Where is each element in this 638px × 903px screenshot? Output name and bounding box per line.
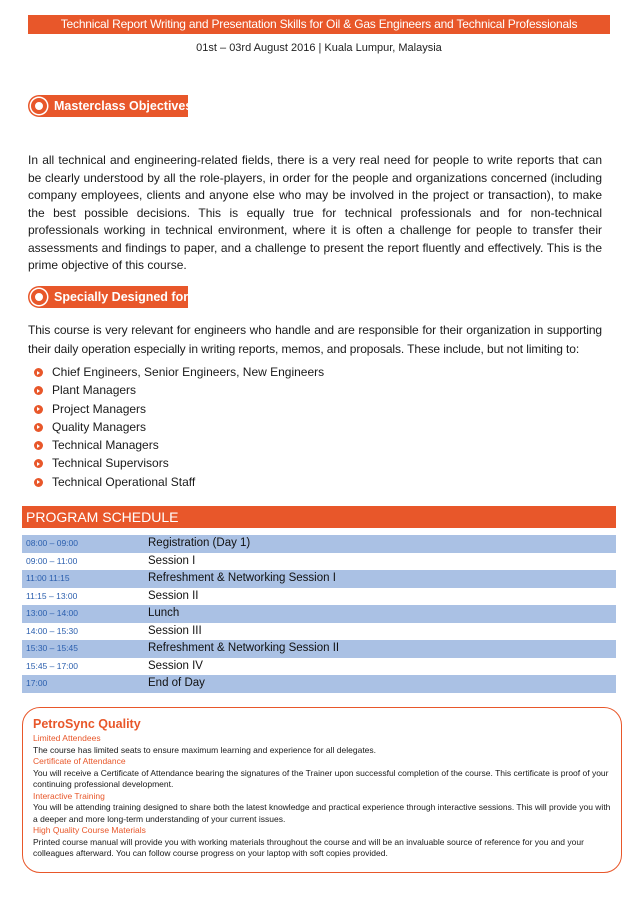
schedule-activity: Refreshment & Networking Session I (148, 572, 336, 584)
schedule-time: 08:00 – 09:00 (26, 538, 78, 548)
designed-for-intro: This course is very relevant for engineers who handle and are responsible for their organization in supporting their daily operation especially in writing reports, memos, and proposals. These include, but not limiting to: (28, 323, 602, 356)
list-item: Chief Engineers, Senior Engineers, New Engineers (32, 363, 324, 381)
schedule-time: 17:00 (26, 678, 48, 688)
table-row (22, 675, 616, 693)
quality-item-text: You will be attending training designed to share both the latest knowledge and practical experience through interactive sessions. This will provide you with a deeper and more long-term understanding of your current issues. (33, 802, 611, 824)
schedule-time: 11:00 11:15 (26, 573, 70, 583)
circle-bullet-icon (31, 289, 47, 305)
list-item: Project Managers (32, 400, 324, 418)
list-item: Quality Managers (32, 418, 324, 436)
schedule-activity: Session I (148, 554, 196, 567)
objectives-paragraph: In all technical and engineering-related fields, there is a very real need for people to write reports that can be clearly understood by all the role-players, in order for the people and organizations concerned (including company employees, clients and anyone else who may be involved in the project or transaction), to make the best possible decisions. This is equally true for technical professionals and for non-technical professionals working in technical environment, where it is often a challenge for people to transfer their assessments and findings to paper, and a challenge to present the report fluently and effectively. This is the prime objective of this course. (28, 153, 602, 272)
arrow-bullet-icon (34, 441, 43, 450)
quality-item-heading: High Quality Course Materials (33, 825, 146, 835)
table-row (22, 640, 616, 658)
schedule-activity: Session II (148, 589, 199, 602)
schedule-time: 11:15 – 13:00 (26, 590, 78, 601)
list-item: Technical Supervisors (32, 454, 324, 472)
circle-bullet-icon (31, 98, 47, 114)
schedule-time: 14:00 – 15:30 (26, 625, 78, 636)
table-row (22, 605, 616, 623)
program-schedule-heading: PROGRAM SCHEDULE (22, 506, 616, 528)
designed-for-heading (28, 286, 188, 308)
arrow-bullet-icon (34, 386, 43, 395)
schedule-time: 15:30 – 15:45 (26, 643, 78, 653)
schedule-time: 09:00 – 11:00 (26, 555, 78, 566)
schedule-activity: Refreshment & Networking Session II (148, 642, 340, 654)
quality-item-text: You will receive a Certificate of Attendance bearing the signatures of the Trainer upon successful completion of the course. This certificate is proof of your continuing professional development. (33, 767, 609, 789)
table-row (22, 570, 616, 588)
objectives-heading-label: Masterclass Objectives (54, 99, 193, 113)
schedule-activity: End of Day (148, 677, 205, 689)
arrow-bullet-icon (34, 459, 43, 468)
table-row (22, 535, 616, 553)
arrow-bullet-icon (34, 423, 43, 432)
objectives-heading (28, 95, 193, 117)
table-row (22, 588, 616, 606)
quality-item-heading: Interactive Training (33, 790, 105, 801)
table-row (22, 623, 616, 641)
arrow-bullet-icon (34, 405, 43, 414)
designed-for-heading-label: Specially Designed for (54, 290, 189, 304)
schedule-time: 13:00 – 14:00 (26, 608, 78, 618)
list-item: Plant Managers (32, 381, 324, 399)
schedule-time: 15:45 – 17:00 (26, 660, 78, 671)
list-item: Technical Managers (32, 436, 324, 454)
schedule-activity: Registration (Day 1) (148, 537, 251, 549)
table-row (22, 658, 616, 676)
quality-item-text: Printed course manual will provide you with working materials throughout the course and will be an invaluable source of reference for you and your colleagues afterward. You can follow course progress on your laptop with soft copies provided. (33, 836, 584, 858)
arrow-bullet-icon (34, 368, 43, 377)
table-row (22, 553, 616, 571)
petrosync-quality-box (22, 707, 622, 873)
schedule-activity: Lunch (148, 607, 180, 619)
course-date-location: 01st – 03rd August 2016 | Kuala Lumpur, Malaysia (196, 42, 442, 54)
list-item: Technical Operational Staff (32, 473, 324, 491)
quality-title: PetroSync Quality (33, 717, 141, 731)
course-title-banner: Technical Report Writing and Presentation Skills for Oil & Gas Engineers and Technical Professionals (28, 15, 610, 34)
arrow-bullet-icon (34, 478, 43, 487)
quality-item-text: The course has limited seats to ensure maximum learning and experience for all delegates. (33, 744, 377, 755)
schedule-activity: Session IV (148, 659, 203, 672)
quality-item-heading: Limited Attendees (33, 733, 101, 743)
audience-list (32, 363, 324, 491)
quality-item-heading: Certificate of Attendance (33, 756, 126, 766)
schedule-activity: Session III (148, 624, 202, 637)
program-schedule-table (22, 535, 616, 693)
